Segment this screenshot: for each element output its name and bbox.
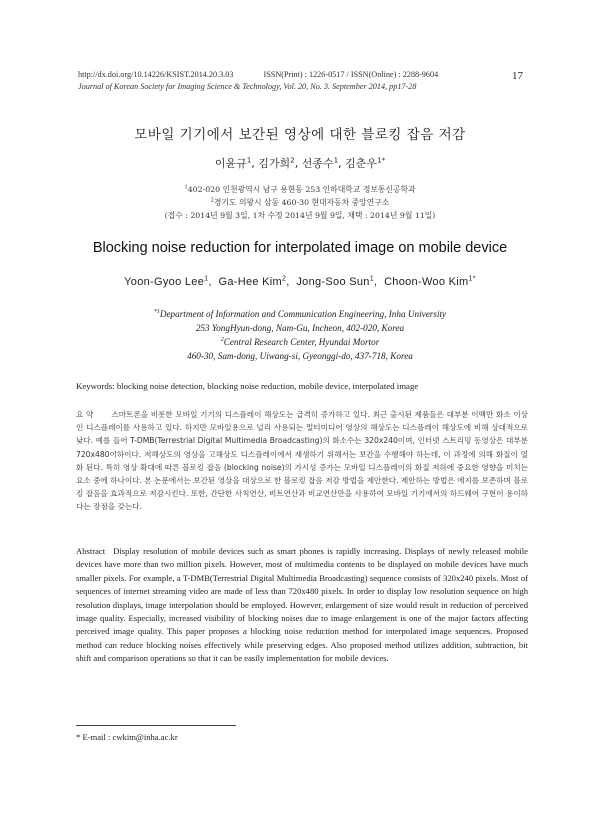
author-superscript: 2 (290, 155, 295, 165)
keywords-text: blocking noise detection, blocking noise reduction, mobile device, interpolated image (116, 381, 419, 391)
english-author-name: Jong-Soo Sun (296, 276, 370, 288)
korean-affiliations: $^1$402-020 인천광역시 남구 용현동 253 인하대학교 정보통신공학과 $^2$경기도 의왕시 삼동 460-30 현대자동차 중앙연구소 (접수 : 2014년 9월 3일, 1차 수정 2014년 9월 9일, 채택 : 2014년 9월 11일) (0, 183, 600, 222)
author-superscript: 1 (333, 155, 339, 165)
author-superscript: 1* (377, 155, 386, 165)
korean-affiliation-1: 402-020 인천광역시 남구 용현동 253 인하대학교 정보통신공학과 (187, 185, 416, 194)
english-author-name: Ga-Hee Kim (218, 276, 283, 288)
keywords (76, 381, 528, 391)
journal-header (72, 70, 532, 91)
english-abstract-text: Display resolution of mobile devices such as smart phones is rapidly increasing. Displays of newly released mobile devices have more than two million pixels. However, most of multimedia contents to be displayed on mobile devices have much smaller pixels. For example, a T-DMB(Terrestrial Digital Multimedia Broadcasting) sequence consists of 320x240 pixels. Most of sequences of internet streaming video are made of less than 720x480 pixels. In order to display low resolution sequence on high resolution displays, image interpolation should be employed. However, enlargement of size would result in reduction of perceived image quality. Especially, increased visibility of blocking noises due to image enlargement is one of the major factors affecting perceived image quality. This paper proposes a blocking noise reduction method for interpolated image sequences. Proposed method can reduce blocking noises effectively while preserving edges. Also proposed method utilizes addition, subtraction, bit shift and comparison operations so that it can be easily implementation for mobile devices. (76, 546, 528, 664)
doi-text[interactable]: http://dx.doi.org/10.14226/KSIST.2014.20.3.03 (78, 70, 234, 79)
english-abstract (76, 545, 528, 666)
korean-author-name: 이윤규 (214, 157, 247, 170)
footnote-email: * E-mail : cwkim@inha.ac.kr (76, 732, 178, 742)
korean-abstract-text: 스마트폰을 비롯한 모바일 기기의 디스플레이 해상도는 급격히 증가하고 있다. 최근 출시된 제품들은 대부분 이백만 화소 이상인 디스플레이를 사용하고 있다. 하지만 모바일용으로 널리 사용되는 멀티미디어 영상의 해상도는 디스플레이 해상도에 비해 상대적으로 낮다. 예를 들어 T-DMB(Terrestrial Digital Multimedia Broadcasting)의 화소수는 320x240이며, 인터넷 스트리밍 동영상은 대부분 720x480이하이다. 저해상도의 영상을 고해상도 디스플레이에서 재생하기 위해서는 보간을 수행해야 하는데, 이 과정에 의해 화질이 열화 된다. 특히 영상 확대에 따른 블로킹 잡음 (blocking noise)의 가시성 증가는 모바일 디스플레이의 화질 저하에 중요한 영향을 미치는 요소 중에 하나이다. 본 논문에서는 보간된 영상을 대상으로 한 블로킹 잡음 저감 방법을 제안한다. 제안하는 방법은 에지를 보존하며 블로킹 잡음을 효과적으로 저감시킨다. 또한, 간단한 사칙연산, 비트연산과 비교연산만을 사용하여 모바일 기기에서의 하드웨어 구현이 용이하다는 장점을 갖는다. (76, 410, 528, 512)
page-number: 17 (512, 70, 523, 82)
keywords-label: Keywords: (76, 381, 115, 391)
english-authors: Yoon-Gyoo Lee$^1$, Ga-Hee Kim$^2$, Jong-Soo Sun$^1$, Choon-Woo Kim$^{1*}$ (124, 274, 476, 288)
korean-author-name: 선종수 (301, 157, 334, 170)
issn-text: ISSN(Print) : 1226-0517 / ISSN(Online) : 2288-9604 (263, 70, 439, 79)
footnote-divider (76, 725, 236, 726)
received-dates: (접수 : 2014년 9월 3일, 1차 수정 2014년 9월 9일, 채택 : 2014년 9월 11일) (164, 211, 436, 220)
english-abstract-label: Abstract (76, 546, 106, 556)
korean-affiliation-2: 경기도 의왕시 삼동 460-30 현대자동차 중앙연구소 (213, 198, 390, 207)
author-superscript: 1 (369, 274, 374, 283)
author-superscript: 1 (204, 274, 209, 283)
korean-abstract-label: 요 약 (76, 410, 94, 419)
korean-authors: 이윤규$^1$, 김가희$^2$, 선종수$^1$, 김춘우$^{1*}$ (214, 155, 386, 170)
korean-author-name: 김가희 (258, 157, 291, 170)
english-title: Blocking noise reduction for interpolated image on mobile device (92, 240, 508, 256)
author-superscript: 1 (246, 155, 252, 165)
korean-title: 모바일 기기에서 보간된 영상에 대한 블로킹 잡음 저감 (134, 127, 466, 143)
author-superscript: 2 (282, 274, 287, 283)
korean-author-name: 김춘우 (345, 157, 378, 170)
journal-citation: Journal of Korean Society for Imaging Science & Technology, Vol. 20, No. 3. September 2014, pp17-28 (78, 82, 417, 91)
english-author-name: Choon-Woo Kim (384, 276, 469, 288)
author-superscript: 1* (468, 274, 476, 283)
english-affiliation-1: Department of Information and Communication Engineering, Inha University (159, 309, 447, 319)
english-affiliation-1-address: 253 YongHyun-dong, Nam-Gu, Incheon, 402-020, Korea (195, 323, 405, 333)
english-author-name: Yoon-Gyoo Lee (124, 276, 205, 288)
english-affiliations: $^{*1}$Department of Information and Communication Engineering, Inha University 253 YongHyun-dong, Nam-Gu, Incheon, 402-020, Korea $^2$Central Research Center, Hyundai Mortor 460-30, Sam-dong, Uiwang-si, Gyeonggi-do, 437-718, Korea (0, 307, 600, 363)
english-affiliation-2-address: 460-30, Sam-dong, Uiwang-si, Gyeonggi-do, 437-718, Korea (187, 351, 413, 361)
english-affiliation-2: Central Research Center, Hyundai Mortor (223, 337, 380, 347)
korean-abstract (76, 408, 528, 514)
